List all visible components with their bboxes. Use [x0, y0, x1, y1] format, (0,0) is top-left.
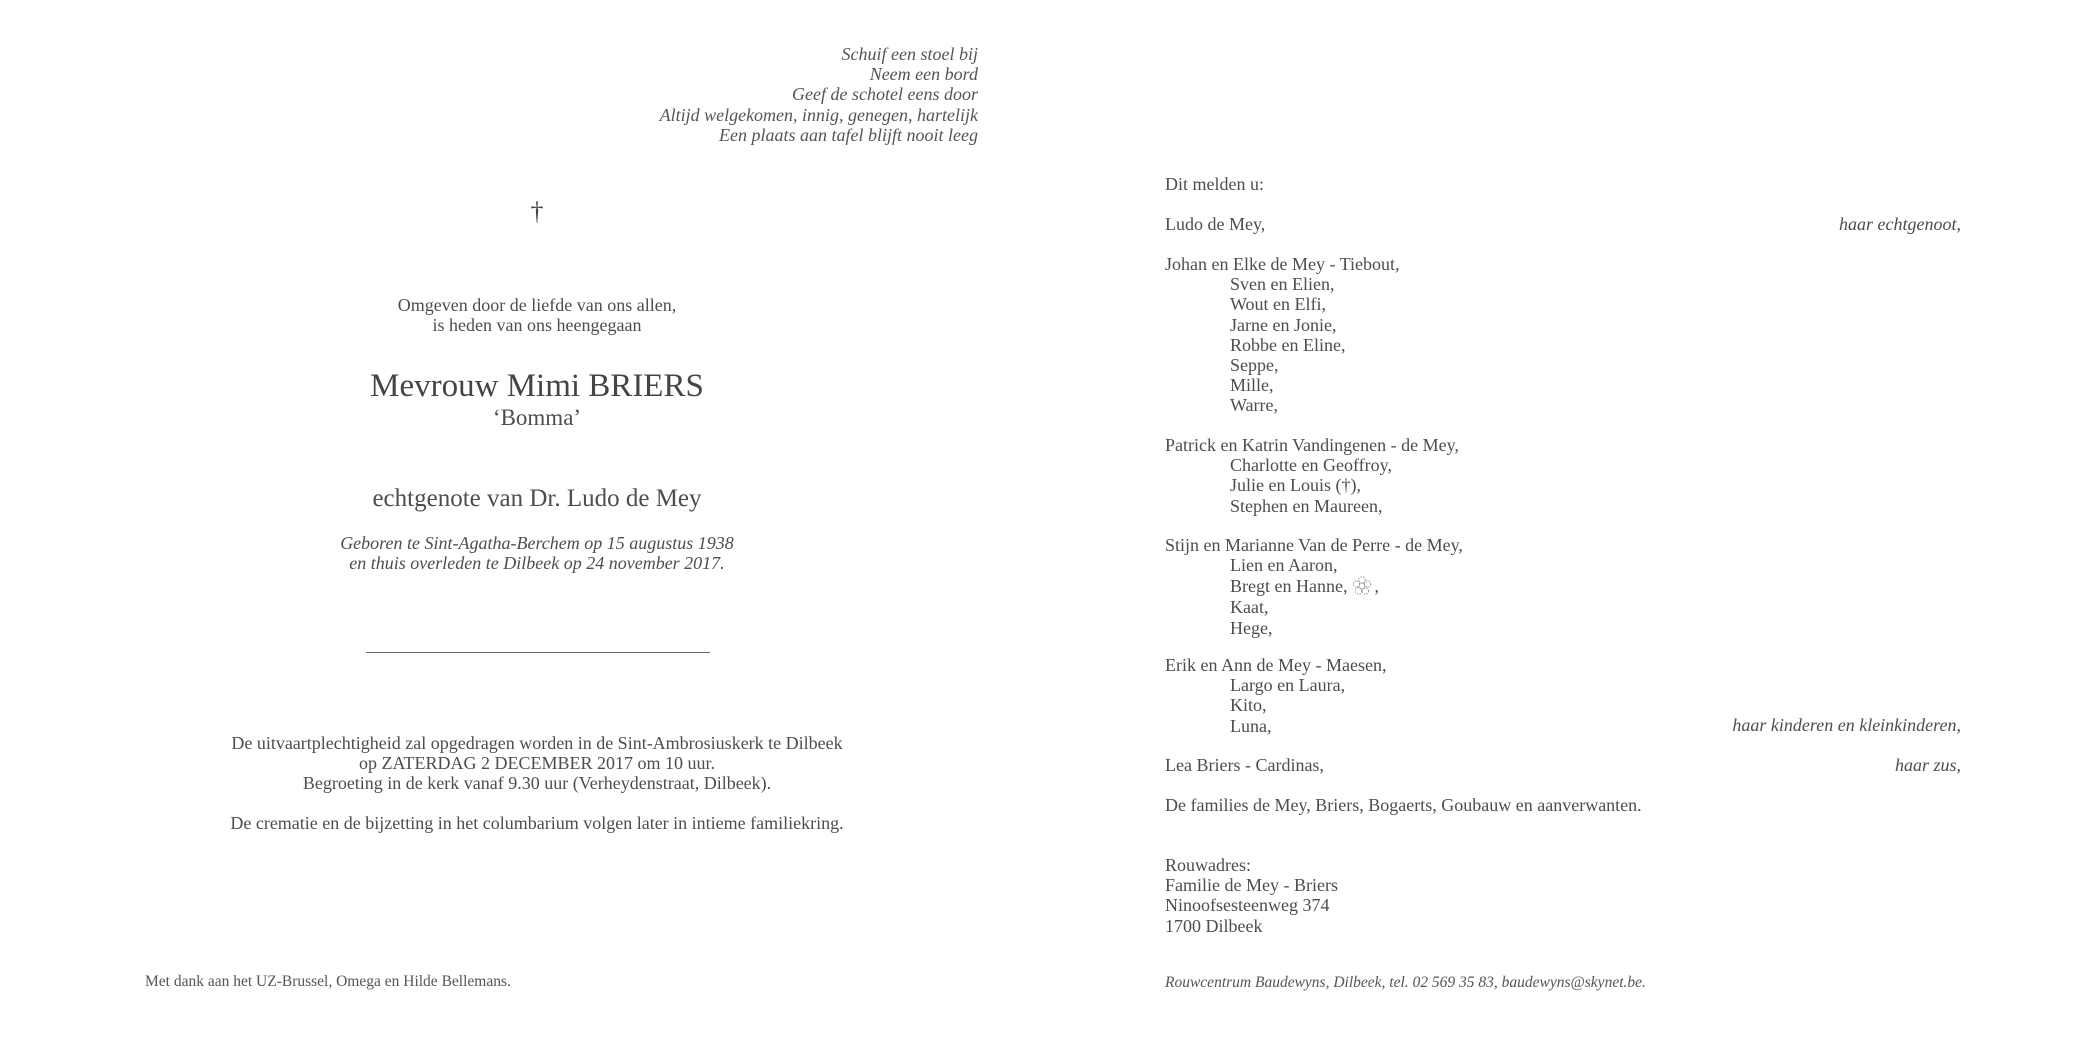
address-line: 1700 Dilbeek [1165, 915, 1263, 936]
divider-line [366, 652, 710, 653]
deceased-name: Mevrouw Mimi BRIERS [370, 368, 704, 404]
family-block [1165, 535, 1463, 638]
ceremony-line: De uitvaartplechtigheid zal opgedragen worden in de Sint-Ambrosiuskerk te Dilbeek [231, 733, 843, 753]
family-member-with-icon [1165, 575, 1463, 597]
family-member: Charlotte en Geoffroy, [1230, 455, 1392, 476]
announce-heading: Dit melden u: [1165, 174, 1264, 194]
address-line: Ninoofsesteenweg 374 [1165, 895, 1330, 916]
ceremony-line: Begroeting in de kerk vanaf 9.30 uur (Verheydenstraat, Dilbeek). [302, 773, 772, 794]
thanks-note: Met dank aan het UZ-Brussel, Omega en Hilde Bellemans. [145, 973, 511, 990]
sister-name: Lea Briers - Cardinas, [1165, 755, 1324, 775]
family-member: Jarne en Jonie, [1230, 314, 1337, 335]
flower-icon [1350, 575, 1374, 597]
family-member: Wout en Elfi, [1230, 294, 1327, 315]
family-member: Sven en Elien, [1230, 274, 1335, 295]
intro-line: Omgeven door de liefde van ons allen, [397, 295, 677, 315]
ceremony-line: op ZATERDAG 2 DECEMBER 2017 om 10 uur. [358, 753, 715, 774]
children-relation: haar kinderen en kleinkinderen, [1732, 715, 1961, 735]
poem-line: Schuif een stoel bij [841, 44, 978, 64]
family-member: Julie en Louis (†), [1230, 475, 1361, 496]
deceased-spouse: echtgenote van Dr. Ludo de Mey [372, 485, 702, 512]
husband-name: Ludo de Mey, [1165, 214, 1266, 234]
family-block [1165, 254, 1399, 416]
family-member: Stephen en Maureen, [1230, 495, 1383, 516]
sister-relation: haar zus, [1894, 755, 1961, 775]
family-head: Erik en Ann de Mey - Maesen, [1165, 655, 1387, 675]
intro-line: is heden van ons heengegaan [432, 315, 642, 336]
address-line: Familie de Mey - Briers [1165, 875, 1338, 896]
family-member: Mille, [1230, 375, 1274, 396]
ceremony-info [0, 733, 1074, 794]
poem-line: Geef de schotel eens door [792, 84, 978, 105]
family-block [1165, 435, 1459, 516]
death-line: en thuis overleden te Dilbeek op 24 november 2017. [349, 553, 725, 574]
husband-relation: haar echtgenoot, [1839, 214, 1961, 234]
cremation-info: De crematie en de bijzetting in het columbarium volgen later in intieme familiekring. [230, 813, 844, 833]
family-member: Seppe, [1230, 355, 1279, 376]
family-head: Stijn en Marianne Van de Perre - de Mey, [1165, 535, 1463, 555]
poem [660, 44, 978, 145]
poem-line: Een plaats aan tafel blijft nooit leeg [719, 124, 978, 145]
undertaker-info: Rouwcentrum Baudewyns, Dilbeek, tel. 02 569 35 83, baudewyns@skynet.be. [1165, 974, 1646, 991]
family-member: Bregt en Hanne, [1230, 576, 1348, 597]
mourning-address [1165, 855, 1338, 936]
family-member: Lien en Aaron, [1230, 555, 1338, 576]
birth-line: Geboren te Sint-Agatha-Berchem op 15 augustus 1938 [340, 533, 734, 553]
life-dates [0, 533, 1074, 573]
family-member: Largo en Laura, [1230, 675, 1346, 696]
family-head: Patrick en Katrin Vandingenen - de Mey, [1165, 435, 1459, 455]
family-block [1165, 655, 1386, 736]
family-member: Hege, [1230, 617, 1273, 638]
cross-icon: † [530, 197, 544, 226]
poem-line: Altijd welgekomen, innig, genegen, hartelijk [659, 104, 978, 125]
family-member: Kaat, [1230, 597, 1269, 618]
address-label: Rouwadres: [1165, 855, 1251, 875]
deceased-nickname: ‘Bomma’ [492, 405, 582, 430]
comma-text: , [1374, 576, 1379, 597]
family-member: Luna, [1230, 715, 1272, 736]
family-member: Robbe en Eline, [1230, 334, 1346, 355]
extended-family: De families de Mey, Briers, Bogaerts, Goubauw en aanverwanten. [1165, 795, 1642, 815]
family-member: Warre, [1230, 395, 1279, 416]
poem-line: Neem een bord [869, 64, 978, 85]
family-head: Johan en Elke de Mey - Tiebout, [1165, 254, 1400, 274]
family-member: Kito, [1230, 695, 1267, 716]
intro-text [0, 295, 1074, 335]
